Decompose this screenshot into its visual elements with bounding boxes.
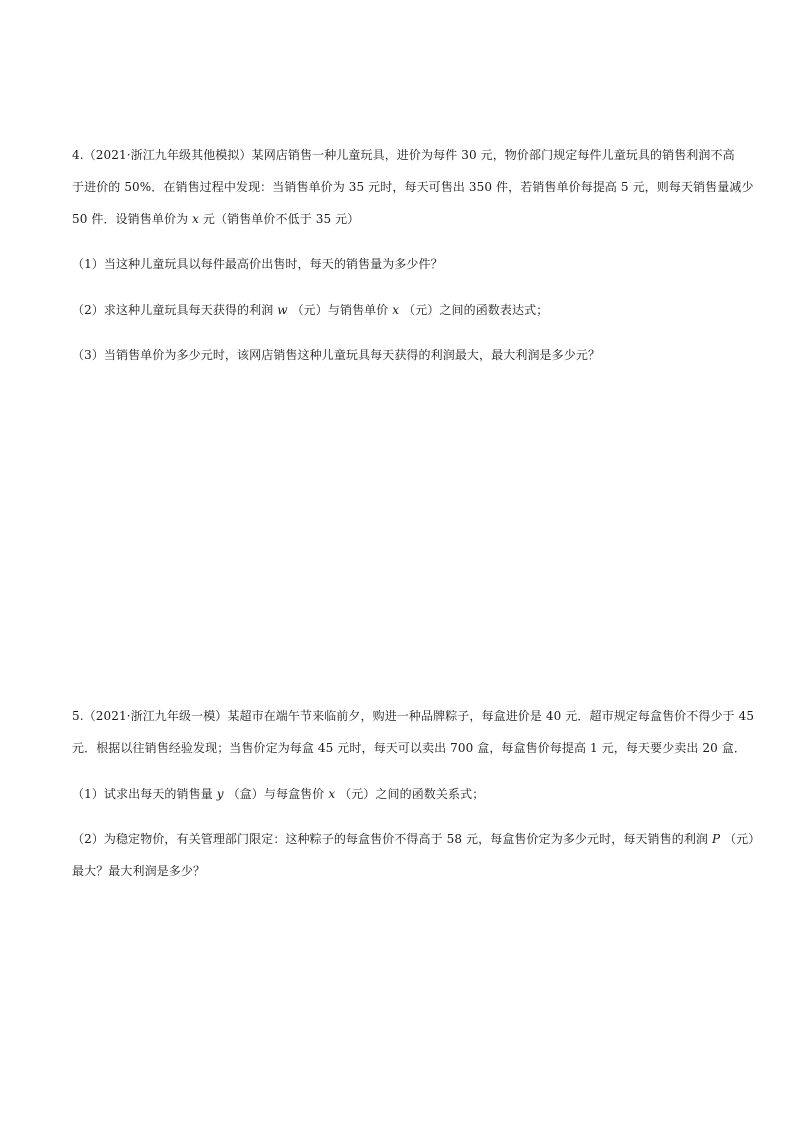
q5-subquestion-1 [72,786,732,802]
q4-variable-x-2: x [392,303,400,317]
q5-variable-x: x [328,787,336,801]
q4-subquestion-2-text-b: （元）与销售单价 [291,303,389,317]
q5-stem-line-1 [72,708,755,724]
q4-subquestion-3-text: （3）当销售单价为多少元时，该网店销售这种儿童玩具每天获得的利润最大，最大利润是多少元？ [72,348,601,362]
q4-subquestion-2-text-c: （元）之间的函数表达式； [403,303,549,317]
q4-stem-line-1-text: 4.（2021·浙江九年级其他模拟）某网店销售一种儿童玩具，进价为每件 30 元，物价部门规定每件儿童玩具的销售利润不高 [72,148,735,162]
q5-subquestion-2-text-b: （元） [724,832,761,846]
q5-variable-y: y [216,787,224,801]
q4-subquestion-2-text-a: （2）求这种儿童玩具每天获得的利润 [72,303,274,317]
q4-stem-line-1 [72,147,735,163]
q5-subquestion-1-text-b: （盒）与每盒售价 [227,787,325,801]
q4-subquestion-3 [72,347,732,363]
q5-stem-line-1-text: 5.（2021·浙江九年级一模）某超市在端午节来临前夕，购进一种品牌粽子，每盒进价是 40 元．超市规定每盒售价不得少于 45 [72,709,755,723]
q4-stem-line-3-text-b: 元（销售单价不低于 35 元） [202,212,360,226]
q5-subquestion-2-line-2-text: 最大？最大利润是多少？ [72,864,206,878]
q4-variable-x: x [192,212,199,226]
q4-stem-line-3 [72,211,732,227]
q4-stem-line-2-text: 于进价的 50%．在销售过程中发现：当销售单价为 35 元时，每天可售出 350 件，若销售单价每提高 5 元，则每天销售量减少 [72,180,754,194]
q4-subquestion-1-text: （1）当这种儿童玩具以每件最高价出售时，每天的销售量为多少件？ [72,257,443,271]
q4-stem-line-3-text-a: 50 件．设销售单价为 [72,212,189,226]
q4-subquestion-2 [72,302,732,318]
q5-subquestion-1-text-a: （1）试求出每天的销售量 [72,787,213,801]
q4-subquestion-1 [72,256,732,272]
q5-subquestion-1-text-c: （元）之间的函数关系式； [339,787,485,801]
q5-variable-p: P [711,832,721,846]
q5-stem-line-2-text: 元．根据以往销售经验发现；当售价定为每盒 45 元时，每天可以卖出 700 盒，每盒售价每提高 1 元，每天要少卖出 20 盒． [72,741,746,755]
q5-subquestion-2-text-a: （2）为稳定物价，有关管理部门限定：这种粽子的每盒售价不得高于 58 元，每盒售价定为多少元时，每天销售的利润 [72,832,709,846]
q5-stem-line-2 [72,740,746,756]
q4-variable-w: w [277,303,288,317]
q5-subquestion-2-line-2 [72,863,732,879]
q5-subquestion-2-line-1 [72,831,761,847]
q4-stem-line-2 [72,179,754,195]
